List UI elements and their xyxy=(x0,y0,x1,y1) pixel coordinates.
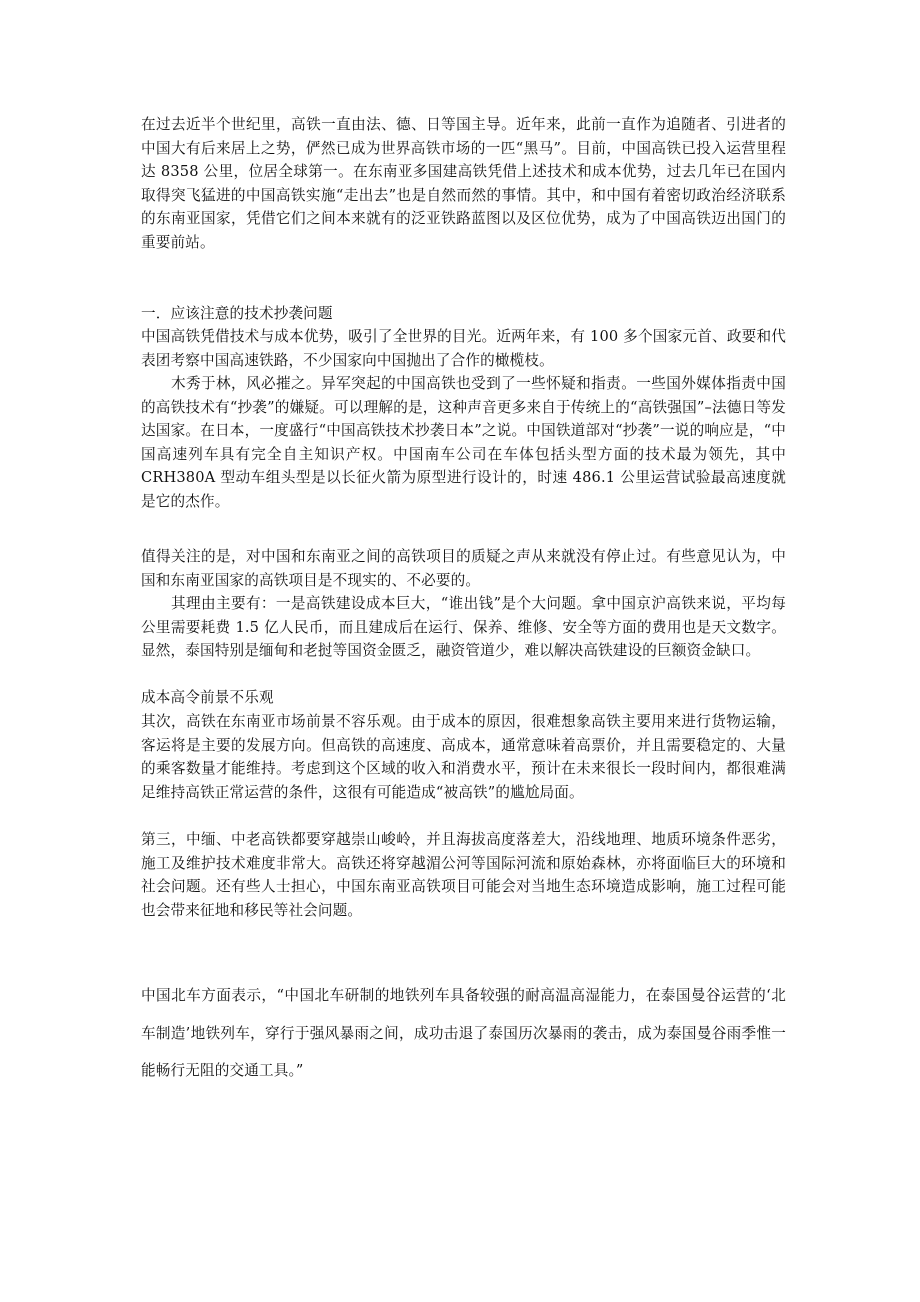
paragraph-second: 其次，高铁在东南亚市场前景不容乐观。由于成本的原因，很难想象高铁主要用来进行货物运输，客运将是主要的发展方向。但高铁的高速度、高成本，通常意味着高票价，并且需要稳定的、大量的乘客数量才能维持。考虑到这个区域的收入和消费水平，预计在未来很长一段时间内，都很难满足维持高铁正常运营的条件，这很有可能造成“被高铁”的尴尬局面。 xyxy=(141,713,786,801)
paragraph-attention: 中国高铁凭借技术与成本优势，吸引了全世界的目光。近两年来，有 100 多个国家元首、政要和代表团考察中国高速铁路，不少国家向中国抛出了合作的橄榄枝。 xyxy=(141,328,786,369)
paragraph-concern: 值得关注的是，对中国和东南亚之间的高铁项目的质疑之声从来就没有停止过。有些意见认为，中国和东南亚国家的高铁项目是不现实的、不必要的。 xyxy=(141,548,786,589)
section-heading: 一．应该注意的技术抄袭问题 xyxy=(141,305,333,322)
paragraph-cnr-statement: 中国北车方面表示，“中国北车研制的地铁列车具备较强的耐高温高湿能力，在泰国曼谷运营的‘北车制造’地铁列车，穿行于强风暴雨之间，成功击退了泰国历次暴雨的袭击，成为泰国曼谷雨季惟一能畅行无阻的交通工具。” xyxy=(141,987,786,1079)
intro-paragraph: 在过去近半个世纪里，高铁一直由法、德、日等国主导。近年来，此前一直作为追随者、引进者的中国大有后来居上之势，俨然已成为世界高铁市场的一匹“黑马”。目前，中国高铁已投入运营里程达 8358 公里，位居全球第一。在东南亚多国建高铁凭借上述技术和成本优势，过去几年已在国内取得突飞猛进的中国高铁实施“走出去”也是自然而然的事情。其中，和中国有着密切政治经济联系的东南亚国家，凭借它们之间本来就有的泛亚铁路蓝图以及区位优势，成为了中国高铁迈出国门的重要前站。 xyxy=(141,116,786,251)
subheading-cost: 成本高令前景不乐观 xyxy=(141,689,274,706)
paragraph-plagiarism: 木秀于林，风必摧之。异军突起的中国高铁也受到了一些怀疑和指责。一些国外媒体指责中国的高铁技术有“抄袭”的嫌疑。可以理解的是，这种声音更多来自于传统上的“高铁强国”–法德日等发达国家。在日本，一度盛行“中国高铁技术抄袭日本”之说。中国铁道部对“抄袭”一说的响应是，“中国高速列车具有完全自主知识产权。中国南车公司在车体包括头型方面的技术最为领先，其中 CRH380A 型动车组头型是以长征火箭为原型进行设计的，时速 486.1 公里运营试验最高速度就是它的杰作。 xyxy=(141,375,786,510)
paragraph-reasons: 其理由主要有：一是高铁建设成本巨大，“谁出钱”是个大问题。拿中国京沪高铁来说，平均每公里需要耗费 1.5 亿人民币，而且建成后在运行、保养、维修、安全等方面的费用也是天文数字。显然，泰国特别是缅甸和老挝等国资金匮乏，融资管道少，难以解决高铁建设的巨额资金缺口。 xyxy=(141,595,786,659)
paragraph-third: 第三，中缅、中老高铁都要穿越崇山峻岭，并且海拔高度落差大，沿线地理、地质环境条件恶劣，施工及维护技术难度非常大。高铁还将穿越湄公河等国际河流和原始森林，亦将面临巨大的环境和社会问题。还有些人士担心，中国东南亚高铁项目可能会对当地生态环境造成影响，施工过程可能也会带来征地和移民等社会问题。 xyxy=(141,831,786,919)
